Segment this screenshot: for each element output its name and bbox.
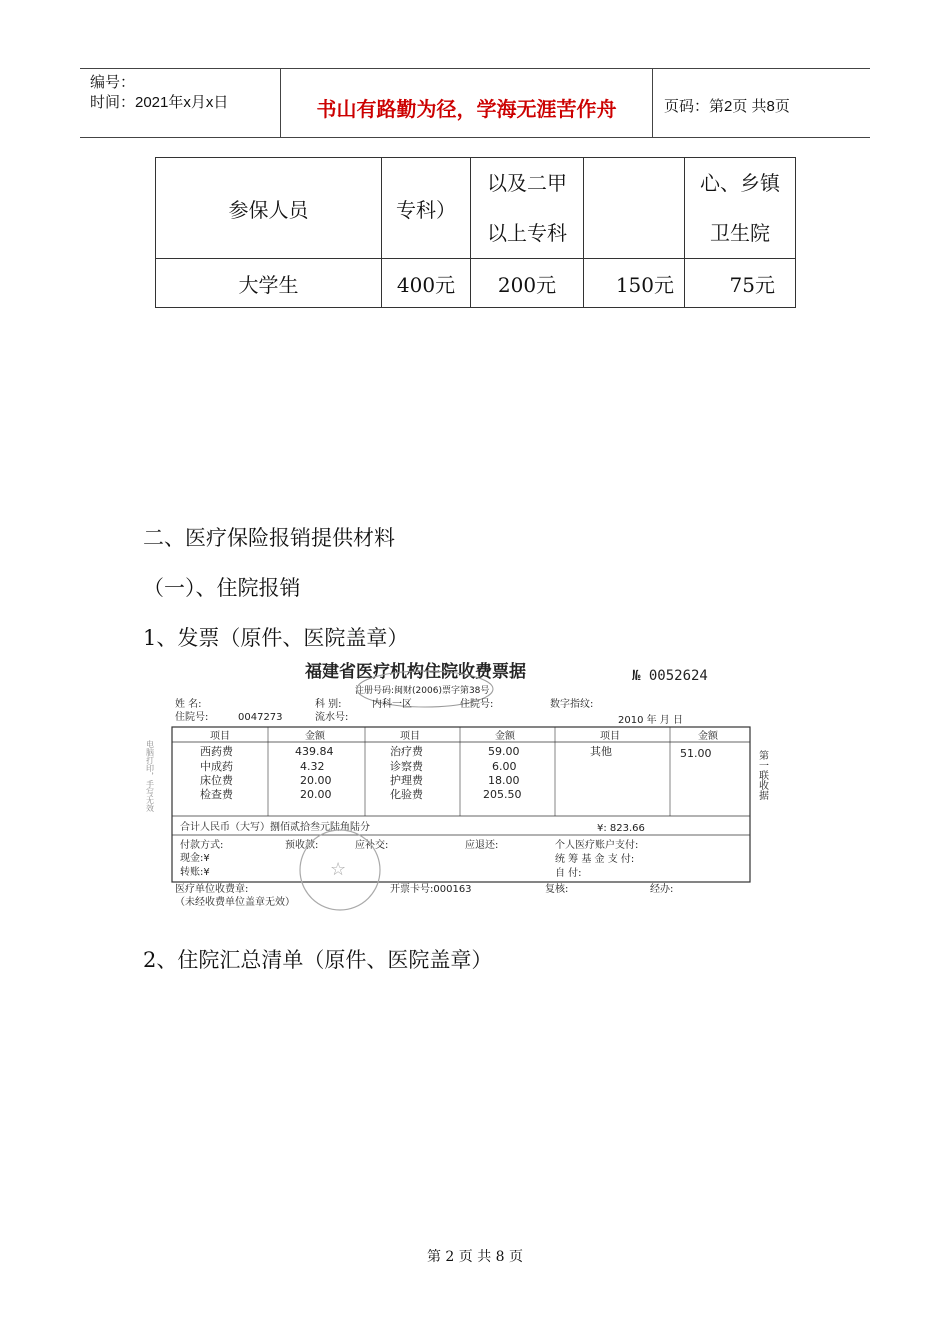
side-note-right: 第一联收据 — [756, 750, 768, 800]
invoice-no: 开票卡号:000163 — [390, 884, 472, 895]
page-footer: 第 2 页 共 8 页 — [426, 1249, 524, 1265]
item-invoice: 1、发票（原件、医院盖章） — [143, 626, 409, 650]
receipt-cell: 西药费 — [200, 745, 233, 758]
motto: 书山有路勤为径，学海无涯苦作舟 — [316, 99, 617, 121]
col-item: 项目 — [210, 731, 230, 742]
receipt-cell: 护理费 — [390, 774, 423, 787]
cell-line: 卫生院 — [710, 221, 770, 245]
name-label: 姓 名: — [175, 699, 202, 710]
flow-label: 流水号: — [315, 712, 349, 723]
header-motto-cell — [281, 69, 653, 137]
table-cell: 200元 — [471, 259, 584, 308]
col-item: 项目 — [600, 731, 620, 742]
table-cell — [584, 158, 685, 259]
side-note-left: 电脑打印，手写无效 — [145, 740, 155, 812]
col-amount: 金额 — [495, 731, 515, 742]
hosp-label: 住院号: — [460, 699, 494, 710]
cell-line: 心、乡镇 — [700, 171, 780, 195]
receipt-cell: 检查费 — [200, 788, 233, 801]
receipt-frame — [172, 727, 750, 882]
fingerprint: 数字指纹: — [550, 699, 594, 710]
table-cell: 150元 — [584, 259, 685, 308]
receipt-cell: 51.00 — [680, 747, 712, 760]
fee-table — [155, 157, 796, 308]
receipt-cell: 59.00 — [488, 745, 520, 758]
item-summary-list: 2、住院汇总清单（原件、医院盖章） — [143, 948, 493, 972]
table-cell: 75元 — [685, 259, 796, 308]
note: （未经收费单位盖章无效） — [175, 897, 295, 908]
header-page-cell — [653, 69, 870, 137]
header-meta — [80, 69, 281, 137]
receipt-cell: 治疗费 — [390, 745, 423, 758]
receipt-cell: 其他 — [590, 745, 612, 758]
self-pay: 自 付: — [555, 868, 582, 879]
pay-label: 付款方式: — [180, 840, 224, 851]
subsection-heading: （一）、住院报销 — [143, 576, 301, 600]
table-row — [156, 158, 796, 259]
receipt-image — [145, 655, 780, 917]
personal: 个人医疗账户支付: — [555, 840, 639, 851]
col-item: 项目 — [400, 731, 420, 742]
receipt-cell: 化验费 — [390, 788, 423, 801]
table-cell: 大学生 — [156, 259, 382, 308]
receipt-cell: 诊察费 — [390, 760, 423, 773]
dept-label: 科 别: — [315, 699, 342, 710]
number-label: 编号： — [90, 74, 136, 91]
table-cell: 400元 — [382, 259, 471, 308]
receipt-cell: 439.84 — [295, 745, 334, 758]
pool: 统 筹 基 金 支 付: — [555, 854, 635, 865]
receipt-cell: 床位费 — [200, 774, 233, 787]
supplement: 应补交: — [355, 840, 389, 851]
table-cell — [471, 158, 584, 259]
handler: 经办: — [650, 884, 674, 895]
review: 复核: — [545, 884, 569, 895]
inpatient-no: 0047273 — [238, 712, 283, 723]
prepay: 预收款: — [285, 840, 319, 851]
transfer: 转账:¥ — [180, 867, 210, 878]
cash: 现金:¥ — [180, 853, 210, 864]
receipt-cell: 4.32 — [300, 760, 325, 773]
table-cell: 参保人员 — [156, 158, 382, 259]
cell-line: 以及二甲 — [487, 171, 567, 195]
collector: 医疗单位收费章: — [175, 884, 249, 895]
receipt-cell: 205.50 — [483, 788, 522, 801]
section-heading: 二、医疗保险报销提供材料 — [143, 526, 395, 550]
receipt-reg: 注册号码:闽财(2006)票字第38号 — [355, 686, 490, 696]
total: ¥: 823.66 — [597, 823, 645, 834]
dept: 内科一区 — [372, 699, 412, 710]
refund: 应退还: — [465, 840, 499, 851]
time-label: 时间：2021年x月x日 — [90, 94, 229, 111]
table-cell: 专科） — [382, 158, 471, 259]
receipt-cell: 18.00 — [488, 774, 520, 787]
receipt-serial: № 0052624 — [632, 668, 708, 684]
receipt-date: 2010 年 月 日 — [618, 715, 683, 726]
col-amount: 金额 — [305, 731, 325, 742]
table-cell — [685, 158, 796, 259]
receipt-cell: 20.00 — [300, 788, 332, 801]
col-amount: 金额 — [698, 731, 718, 742]
seal-star-icon: ☆ — [330, 859, 347, 880]
inpatient-label: 住院号: — [175, 712, 209, 723]
receipt-cell: 6.00 — [492, 760, 517, 773]
page-header — [80, 68, 870, 138]
table-row — [156, 259, 796, 308]
page-label: 页码：第2页 共8页 — [664, 98, 790, 115]
receipt-cell: 中成药 — [200, 760, 233, 773]
receipt-title: 福建省医疗机构住院收费票据 — [305, 662, 526, 682]
total-label: 合计人民币（大写）捌佰贰拾叁元陆角陆分 — [180, 822, 370, 833]
receipt-cell: 20.00 — [300, 774, 332, 787]
cell-line: 以上专科 — [487, 221, 567, 245]
